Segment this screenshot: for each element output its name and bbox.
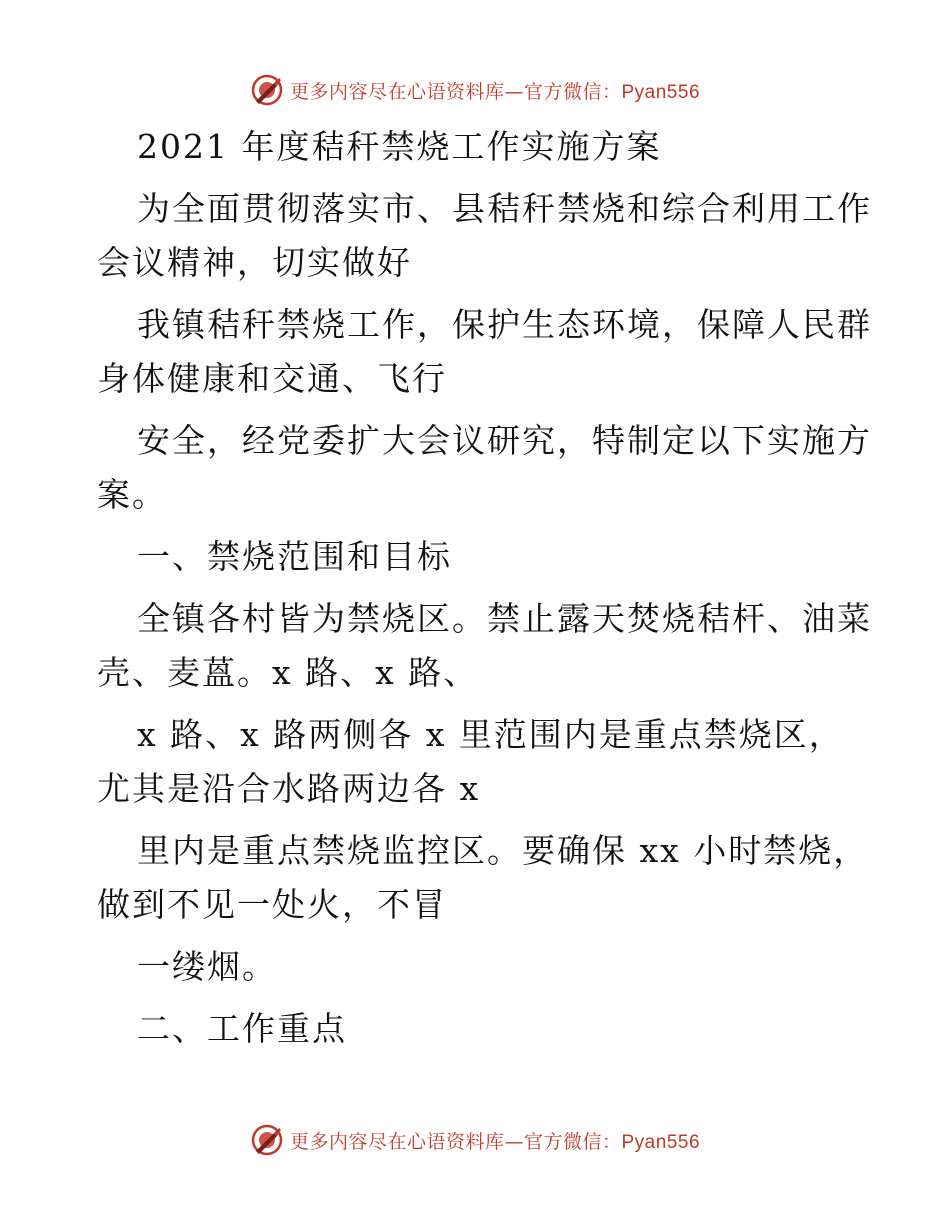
paragraph: 全镇各村皆为禁烧区。禁止露天焚烧秸杆、油菜 壳、麦蒕。x 路、x 路、 <box>97 599 872 692</box>
paragraph: x 路、x 路两侧各 x 里范围内是重点禁烧区， 尤其是沿合水路两边各 x <box>97 715 844 808</box>
watermark-banner-top <box>0 70 950 110</box>
paragraph: 为全面贯彻落实市、县秸秆禁烧和综合利用工作 会议精神，切实做好 <box>97 189 872 282</box>
document-body <box>97 120 872 1064</box>
watermark-banner-bottom <box>0 1120 950 1160</box>
watermark-text: 更多内容尽在心语资料库—官方微信：Pyan556 <box>289 1130 701 1153</box>
paragraph: 我镇秸秆禁烧工作，保护生态环境，保障人民群 身体健康和交通、飞行 <box>97 305 872 398</box>
watermark-text: 更多内容尽在心语资料库—官方微信：Pyan556 <box>289 80 701 103</box>
paragraph: 一缕烟。 <box>137 947 277 986</box>
document-title: 2021 年度秸秆禁烧工作实施方案 <box>137 127 662 166</box>
pen-seal-logo-icon <box>250 1123 284 1157</box>
paragraph: 安全，经党委扩大会议研究，特制定以下实施方 案。 <box>97 421 872 514</box>
paragraph: 里内是重点禁烧监控区。要确保 xx 小时禁烧， 做到不见一处火，不冒 <box>97 831 869 924</box>
section-heading: 一、禁烧范围和目标 <box>137 537 452 576</box>
section-heading: 二、工作重点 <box>137 1009 347 1048</box>
pen-seal-logo-icon <box>250 73 284 107</box>
